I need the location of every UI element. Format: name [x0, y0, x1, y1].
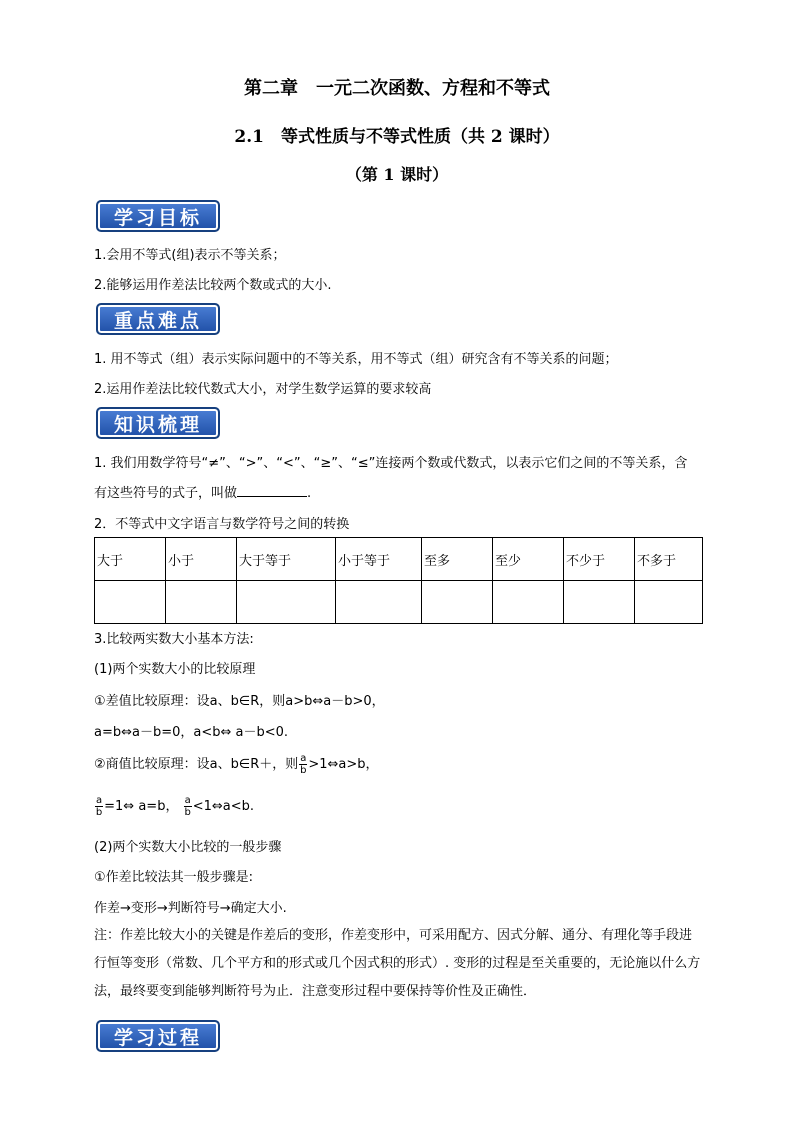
table-answer-cell — [422, 581, 493, 624]
knowledge-item-2: 2．不等式中文字语言与数学符号之间的转换 — [94, 517, 350, 532]
badge-learning-process: 学习过程 — [96, 1020, 220, 1052]
subheading-steps: (2)两个实数大小比较的一般步骤 — [94, 840, 282, 855]
quotient-principle-text: ②商值比较原理：设a、b∈R＋，则 — [94, 757, 299, 772]
fraction-numerator: a — [300, 753, 307, 764]
knowledge-item-1b-end: . — [307, 486, 312, 501]
conversion-table — [94, 537, 703, 624]
table-answer-cell — [635, 581, 703, 624]
fraction-numerator: a — [96, 795, 103, 806]
table-header-cell: 小于 — [166, 538, 237, 581]
table-answer-cell — [237, 581, 336, 624]
quotient-principle-line2 — [94, 793, 254, 821]
badge-key-points: 重点难点 — [96, 303, 220, 335]
table-header-cell: 至多 — [422, 538, 493, 581]
knowledge-item-3: 3.比较两实数大小基本方法: — [94, 632, 254, 647]
key-point-2: 2.运用作差法比较代数式大小，对学生数学运算的要求较高 — [94, 382, 432, 397]
quotient-equal-text: =1⇔ a=b， — [104, 799, 179, 814]
section-title: 2.1 等式性质与不等式性质（共 2 课时） — [234, 127, 560, 147]
table-answer-cell — [336, 581, 422, 624]
fraction-numerator: a — [184, 795, 191, 806]
fill-blank — [237, 484, 307, 497]
table-header-cell: 小于等于 — [336, 538, 422, 581]
chapter-title: 第二章 一元二次函数、方程和不等式 — [244, 78, 550, 99]
knowledge-item-1b-text: 有这些符号的式子，叫做 — [94, 486, 238, 501]
fraction-a-over-b — [299, 753, 307, 776]
knowledge-item-1a: 1. 我们用数学符号“≠”、“>”、“<”、“≥”、“≤”连接两个数或代数式，以表示它们之间的不等关系，含 — [94, 456, 688, 471]
goal-1: 1.会用不等式(组)表示不等关系； — [94, 248, 286, 263]
lesson-title: （第 1 课时） — [345, 165, 449, 184]
table-header-cell: 不多于 — [635, 538, 703, 581]
table-answer-cell — [95, 581, 166, 624]
difference-principle-line2: a=b⇔a－b=0，a<b⇔ a－b<0. — [94, 725, 289, 740]
table-header-cell: 不少于 — [564, 538, 635, 581]
fraction-denominator: b — [184, 807, 191, 818]
fraction-denominator: b — [95, 807, 103, 818]
table-header-cell: 大于 — [95, 538, 166, 581]
table-answer-row — [95, 581, 703, 624]
badge-knowledge: 知识梳理 — [96, 407, 220, 439]
table-header-cell: 大于等于 — [237, 538, 336, 581]
badge-learning-goals: 学习目标 — [96, 200, 220, 232]
note-paragraph: 注：作差比较大小的关键是作差后的变形，作差变形中，可采用配方、因式分解、通分、有理化等手段进行恒等变形（常数、几个平方和的形式或几个因式积的形式）. 变形的过程是至关重要的，无论施以什么方法，最终要变到能够判断符号为止．注意变形过程中要保持等价性及正确性． — [94, 928, 701, 999]
table-answer-cell — [564, 581, 635, 624]
subheading-principle: (1)两个实数大小的比较原理 — [94, 662, 256, 677]
table-header-cell: 至少 — [493, 538, 564, 581]
table-answer-cell — [493, 581, 564, 624]
table-header-row — [95, 538, 703, 581]
difference-principle: ①差值比较原理：设a、b∈R，则a>b⇔a－b>0， — [94, 694, 385, 709]
steps-sequence: 作差→变形→判断符号→确定大小. — [94, 901, 287, 916]
goal-2: 2.能够运用作差法比较两个数或式的大小. — [94, 278, 332, 293]
steps-intro: ①作差比较法其一般步骤是: — [94, 870, 254, 885]
quotient-less-text: <1⇔a<b. — [192, 799, 255, 814]
quotient-principle — [94, 751, 379, 779]
knowledge-item-1b — [94, 482, 311, 501]
fraction-a-over-b — [95, 795, 103, 818]
fraction-denominator: b — [300, 765, 307, 776]
key-point-1: 1. 用不等式（组）表示实际问题中的不等关系，用不等式（组）研究含有不等关系的问题； — [94, 352, 618, 367]
table-answer-cell — [166, 581, 237, 624]
quotient-principle-suffix: >1⇔a>b， — [308, 757, 379, 772]
fraction-a-over-b — [184, 795, 192, 818]
